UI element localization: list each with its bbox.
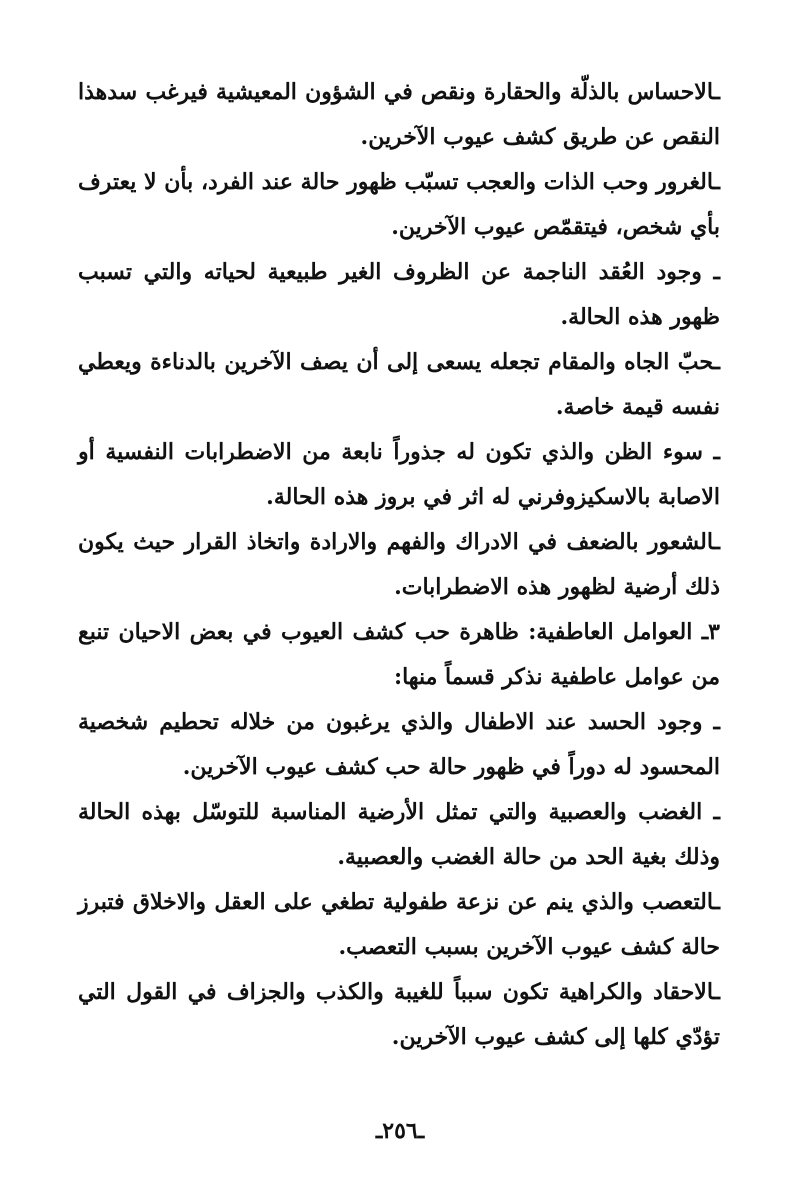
section-intro: : ظاهرة حب كشف العيوب في بعض الاحيان تنبع من عوامل عاطفية نذكر قسماً منها: (78, 619, 720, 690)
paragraph-2: ـالغرور وحب الذات والعجب تسبّب ظهور حالة عند الفرد، بأن لا يعترف بأي شخص، فيتقمّص عيوب الآخرين. (78, 169, 720, 240)
body-text (78, 70, 720, 1060)
paragraph-9: ـالتعصب والذي ينم عن نزعة طفولية تطغي على العقل والاخلاق فتبرز حالة كشف عيوب الآخرين بسبب التعصب. (78, 889, 720, 960)
paragraph-10: ـالاحقاد والكراهية تكون سبباً للغيبة والكذب والجزاف في القول التي تؤدّي كلها إلى كشف عيوب الآخرين. (78, 979, 720, 1050)
paragraph-5: ـ سوء الظن والذي تكون له جذوراً نابعة من الاضطرابات النفسية أو الاصابة بالاسكيزوفرني له اثر في بروز هذه الحالة. (78, 439, 720, 510)
section-heading: ٣ـ العوامل العاطفية (536, 619, 720, 645)
page-number: ـ٢٥٦ـ (375, 1118, 425, 1144)
paragraph-6: ـالشعور بالضعف في الادراك والفهم والارادة واتخاذ القرار حيث يكون ذلك أرضية لظهور هذه الاضطرابات. (78, 529, 720, 600)
section-paragraph (78, 610, 720, 700)
paragraph-4: ـحبّ الجاه والمقام تجعله يسعى إلى أن يصف الآخرين بالدناءة ويعطي نفسه قيمة خاصة. (78, 349, 720, 420)
paragraph-1: ـالاحساس بالذلّة والحقارة ونقص في الشؤون المعيشية فيرغب سدهذا النقص عن طريق كشف عيوب الآخرين. (78, 79, 720, 150)
paragraph-8: ـ الغضب والعصبية والتي تمثل الأرضية المناسبة للتوسّل بهذه الحالة وذلك بغية الحد من حالة الغضب والعصبية. (78, 799, 720, 870)
paragraph-7: ـ وجود الحسد عند الاطفال والذي يرغبون من خلاله تحطيم شخصية المحسود له دوراً في ظهور حالة حب كشف عيوب الآخرين. (78, 709, 720, 780)
paragraph-3: ـ وجود العُقد الناجمة عن الظروف الغير طبيعية لحياته والتي تسبب ظهور هذه الحالة. (78, 259, 720, 330)
